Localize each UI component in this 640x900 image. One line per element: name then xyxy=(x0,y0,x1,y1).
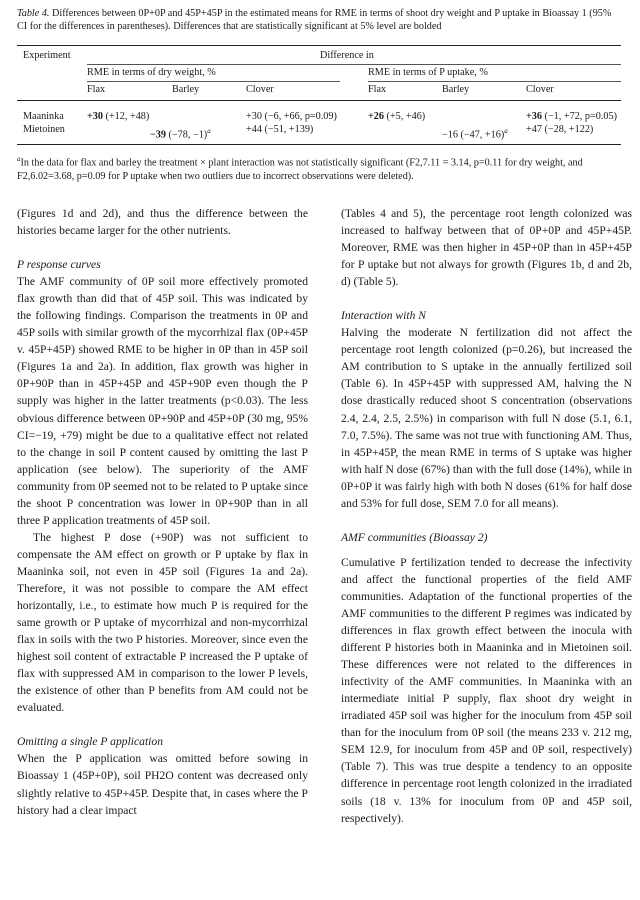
header-bottom-rule xyxy=(17,100,621,101)
table-footnote: $^a$In the data for flax and barley the treatment × plant interaction was not statistically significant (F2,7.11 = 3.14, p=0.11 for dry weight, and F2,6.02=3.68, p=0.09 for P uptake when two outliers due to incorrect observations were deleted). xyxy=(17,155,583,182)
header-dw-flax: Flax xyxy=(87,84,106,95)
table-cell: +44 (−51, +139) xyxy=(246,124,314,135)
header-pu-clover: Clover xyxy=(526,84,554,95)
paragraph: Cumulative P fertilization tended to decrease the infectivity and affect the functional properties of the field AMF communities. Adaptation of the functional properties of the AMF communities to the different P regimes was indicated by differences in flax growth effect between the inocula with different P histories both in Maaninka and in Mietoinen soil. These differences were not related to the differences in infectivity of the AMF communities. In Maaninka with an intermediate initial P supply, flax shoot dry weight in irradiated 45P soil was higher for the inoculum from 45P soil than for the inoculum from 0P soil (the means 233 v. 212 mg, SEM 12.9, for inoculum from 45P and 0P soil, respectively) (Table 7). This was true despite a tendency to an opposite difference in percentage root length colonized in the irradiated soils (18 v. 13% for inoculum from 0P and 45P soil, respectively). xyxy=(341,555,632,825)
section-heading: P response curves xyxy=(17,258,101,272)
section-heading: AMF communities (Bioassay 2) xyxy=(341,530,488,544)
table-caption xyxy=(17,7,617,33)
right-column xyxy=(341,205,632,827)
header-dw-clover: Clover xyxy=(246,84,274,95)
paragraph: The highest P dose (+90P) was not sufficient to compensate the AM effect on growth or P uptake by flax in Maaninka soil, not even in 45P soil (Figures 1a and 2a). Therefore, it was not possible to compare the AM effect horizontally, i.e., to estimate how much P is required for the same growth or P uptake of mycorrhizal and non-mycorrhizal flax in soils with the two P histories. Moreover, since even the highest soil content of extractable P increased the P uptake of flax with suppressed AM in comparison to the lower P levels, the existence of other than P benefits from AM could not be evaluated. xyxy=(17,530,308,715)
header-group-dry-weight: RME in terms of dry weight, % xyxy=(87,67,216,78)
header-difference-in: Difference in xyxy=(320,50,374,61)
section-heading: Interaction with N xyxy=(341,309,427,323)
section-heading: Omitting a single P application xyxy=(17,735,163,749)
row-experiment: Maaninka xyxy=(23,111,64,122)
table-caption-text: Differences between 0P+0P and 45P+45P in the estimated means for RME in terms of shoot dry weight and P uptake in Bioassay 1 (95% CI for the differences in parentheses). Differences that are statistically significant at 5% level are bolded xyxy=(17,8,612,32)
row-experiment: Mietoinen xyxy=(23,124,65,135)
table-cell: +36 (−1, +72, p=0.05) xyxy=(526,111,617,122)
table-bottom-rule xyxy=(17,144,621,145)
table-cell: +30 (−6, +66, p=0.09) xyxy=(246,111,337,122)
header-group-p-uptake: RME in terms of P uptake, % xyxy=(368,67,488,78)
header-span-rule xyxy=(87,64,621,65)
paragraph: When the P application was omitted before sowing in Bioassay 1 (45P+0P), soil PH2O content was decreased only slightly relative to 45P+45P. Despite that, in cases where the P history had a clear impact xyxy=(17,752,308,817)
header-dw-barley: Barley xyxy=(172,84,200,95)
header-pu-barley: Barley xyxy=(442,84,470,95)
header-pu-flax: Flax xyxy=(368,84,387,95)
table-cell: +30 (+12, +48) xyxy=(87,111,150,122)
paragraph: The AMF community of 0P soil more effectively promoted flax growth than did that of 45P soil. This was indicated by the following findings. Comparison the treatments in 0P and 45P soils with similar growth of the mycorrhizal flax (0P+45P v. 45P+45P) showed RME to be higher in 0P than in 45P soil (Figures 1a and 2a). In addition, flax growth was higher in 0P+90P than in 45P+45P and 45P+90P even though the P supply was higher in the latter treatments (p<0.03). The less obvious difference between 0P+90P and 45P+0P (30 mg, 95% CI=−19, +79) might be due to a qualitative effect not related to the change in soil P content caused by omitting the last P application (see below). The superiority of the AMF community from 0P seemed not to be related to P uptake since the shoot P concentration was lower in 0P+90P than in all three P application treatments of 45P soil. xyxy=(17,275,308,527)
table-cell: +47 (−28, +122) xyxy=(526,124,594,135)
header-p-uptake-rule xyxy=(368,81,621,82)
paragraph: Halving the moderate N fertilization did not affect the percentage root length colonized (p=0.26), but increased the AM contribution to S uptake in the annually fertilized soil (Table 6). In 45P+45P with suppressed AM, halving the N dose drastically reduced shoot S concentration (observations 2.4, 2.4, 2.5, 2.5%) in comparison with full N dose (5.1, 6.1, 7.0, 7.5%). The same was not true with functioning AM. Thus, in 45P+45P, the mean RME in terms of S uptake was higher with half N dose (67%) than with the full dose (14%), while in 0P+0P it was fairly high with both N doses (61% for half dose and 53% for full dose, SEM 7.0 for all means). xyxy=(341,326,632,510)
table-cell: −39 (−78, −1)$^a$ xyxy=(150,127,211,141)
left-column xyxy=(17,205,308,819)
header-dry-weight-rule xyxy=(87,81,340,82)
header-experiment: Experiment xyxy=(23,50,71,61)
table-label: Table 4. xyxy=(17,8,50,19)
paragraph: (Tables 4 and 5), the percentage root length colonized was increased to halfway between that of 0P+0P and 45P+45P. Moreover, RME was then higher in 45P+0P than in 45P+45P for P uptake but not always for growth (Figures 1b, d and 2b, d) (Table 5). xyxy=(341,207,632,289)
table-cell: −16 (−47, +16)$^a$ xyxy=(442,127,508,141)
table-cell: +26 (+5, +46) xyxy=(368,111,426,122)
paragraph: (Figures 1d and 2d), and thus the difference between the histories became larger for the other nutrients. xyxy=(17,207,308,238)
table-top-rule xyxy=(17,45,621,46)
